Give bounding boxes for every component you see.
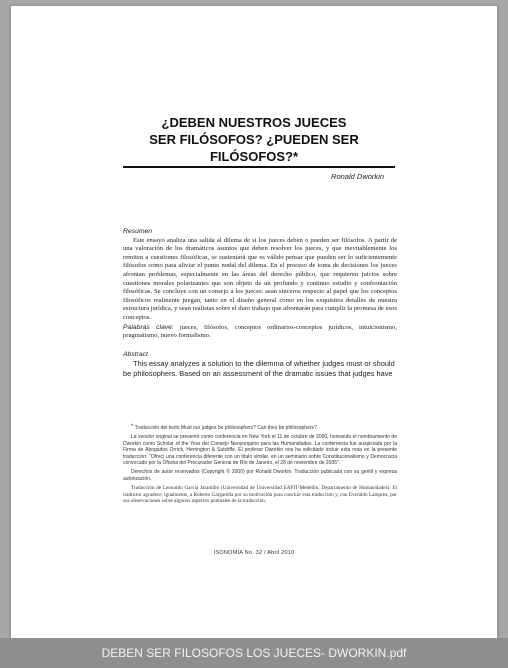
title-line-3: FILÓSOFOS?* (209, 149, 299, 164)
title-rule (123, 166, 395, 168)
document-page (11, 6, 497, 638)
document-body (123, 228, 397, 379)
keywords-text: jueces, filósofos, conceptos ordinarios-conceptos jurídicos, intuicionismo, pragmatismo, nuevo formalismo. (123, 323, 397, 340)
keywords-label: Palabras clave: (123, 323, 174, 331)
resumen-label: Resumen (123, 228, 153, 235)
footnote-copyright: Derechos de autor reservados (Copyright © 2000) por Ronald Dworkin. Traducción publicada con su gentil y expresa autorización. (123, 469, 397, 482)
footnote-translation-title: * Traducción del texto Must our judges be philosophers? Can they be philosophers? (131, 424, 317, 431)
footnote-translation-text: Traducción del texto Must our judges be philosophers? Can they be philosophers? (134, 425, 317, 431)
abstract-text: This essay analyzes a solution to the dilemma of whether judges must or should be philosophers. Based on an assessment of the dramatic issues that judges have (123, 359, 395, 379)
title-line-2: SER FILÓSOFOS? ¿PUEDEN SER (149, 132, 359, 147)
resumen-text: Este ensayo analiza una salida al dilema de si los jueces deben o pueden ser filósofos. A partir de una valoración de los dramáticos asuntos que deben resolver los jueces, y que inevitablemente los remiten a cuestiones filosóficas, se sustentará que es válido pensar que pueden ser lo suficientemente filósofos como para aliviar el punto nodal del dilema. En el proceso de toma de decisiones los jueces afrontan problemas, especialmente en las áreas del derecho público, que requieren juicios sobre cuestiones morales polarizantes que son objeto de un profundo y continuo estudio y confrontación filosóficas. Se concluye con un consejo a los jueces: sean sinceros respecto al papel que los conceptos filosóficos realmente juegan, tanto en el diseño general como en los exquisitos detalles de nuestra estructura jurídica, y sean realistas sobre el duro trabajo que afrontarán para cumplir la promesa de esos conceptos. (123, 236, 397, 321)
footnotes (123, 424, 397, 507)
abstract-label: Abstract (123, 350, 148, 358)
author-name: Ronald Dworkin (331, 172, 384, 181)
footnote-translator: Traducción de Leonardo García Jaramillo (Universidad de Universidad EAFIT-Medellín, Departamento de Humanidades). El traductor agradece, igualmente, a Roberto Gargarella por su motivación para concluir esta traducción y, con Everaldo Lamprea, por sus observaciones sobre algunos aspectos puntuales de la traducción. (123, 485, 397, 505)
keywords (123, 324, 397, 341)
document-title (11, 114, 497, 165)
page-footer: ISONOMÍA No. 32 / Abril 2010 (213, 550, 295, 556)
title-line-1: ¿DEBEN NUESTROS JUECES (161, 115, 347, 130)
filename-label: DEBEN SER FILOSOFOS LOS JUECES- DWORKIN.pdf (101, 646, 407, 660)
footnote-original-version: La versión original se presentó como conferencia en New York el 11 de octubre de 2000, honrando el nombramiento de Dworkin como Scholar of the Year del Consejo Neoyorquino para las Humanidades. La conferencia fue auspiciada por la Firma de Abogados Orrick, Herrington & Sutcliffe. El profesor Dworkin nos ha solicitado incluir esta nota en la presente traducción: "Ofrecí una conferencia diferente con un título similar, en un seminario sobre Constitucionalismo y Democracia convocado por la Oficina del Procurador General de Río de Janeiro, el 28 de noviembre de 2005". (123, 434, 397, 467)
